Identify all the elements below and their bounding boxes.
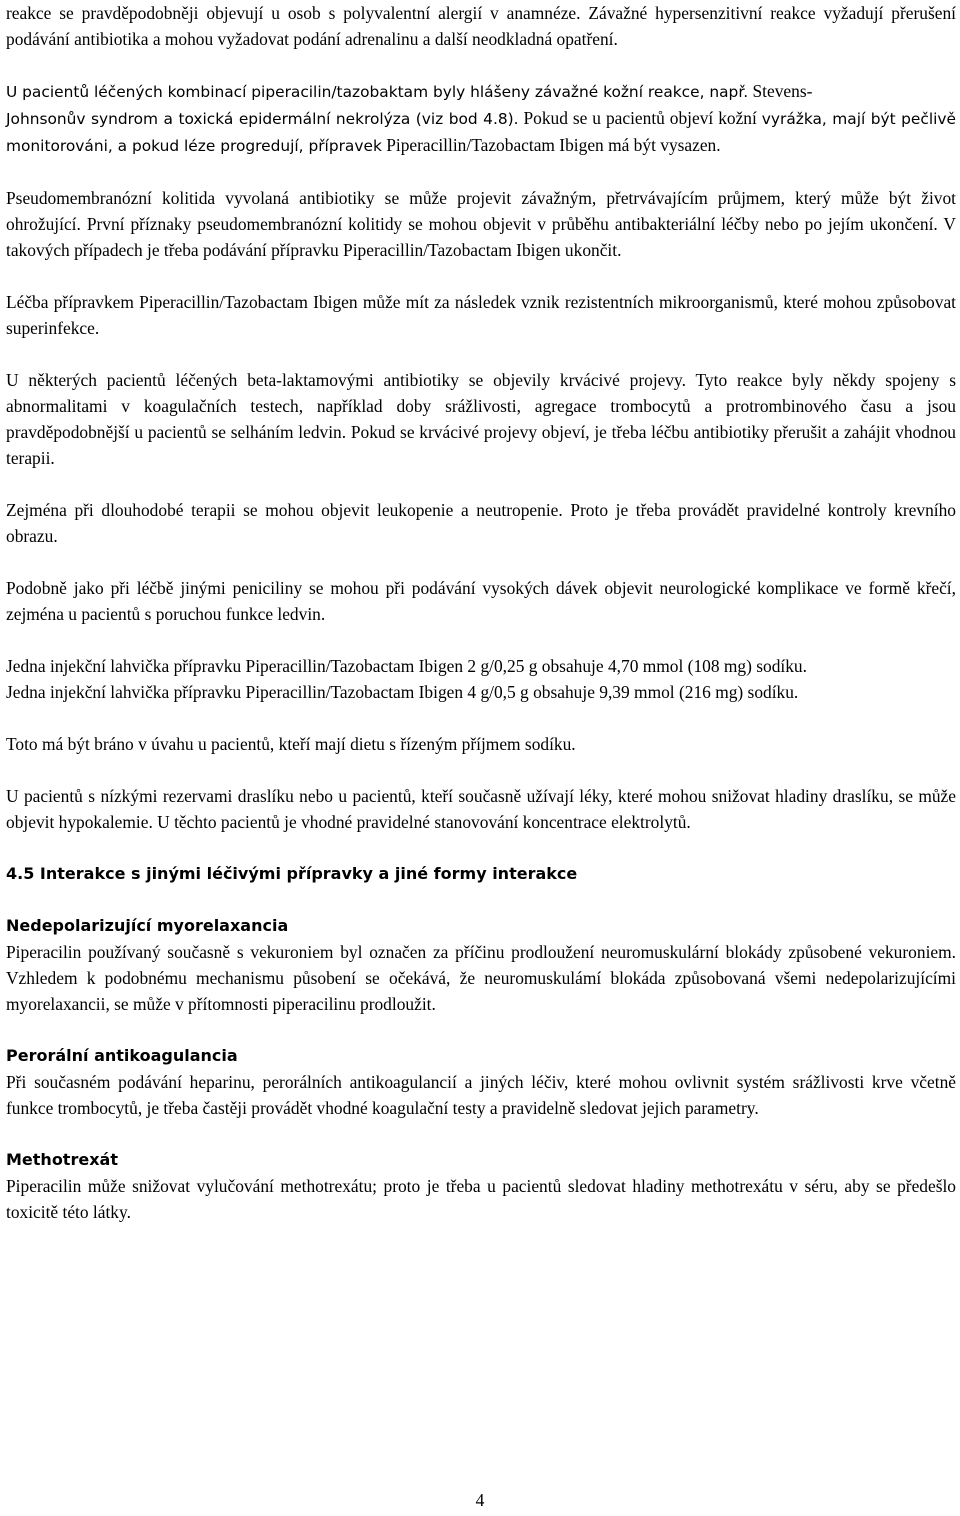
subsection-heading-myorelaxants: Nedepolarizující myorelaxancia <box>6 916 289 935</box>
paragraph-neurological: Podobně jako při léčbě jinými peniciliny se mohou při podávání vysokých dávek objevit neurologické komplikace ve formě křečí, zejména u pacientů s poruchou funkce ledvin. <box>6 578 956 624</box>
paragraph-bleeding: U některých pacientů léčených beta-laktamovými antibiotiky se objevily krvácivé projevy. Tyto reakce byly někdy spojeny s abnormalitami v koagulačních testech, například doby srážlivosti, agregace trombocytů a protrombinového času a jsou pravděpodobnější u pacientů se selháním ledvin. Pokud se krvácivé projevy objeví, je třeba léčbu antibiotiky přerušit a zahájit vhodnou terapii. <box>6 370 956 468</box>
subsection-text-myorelaxants: Piperacilin používaný současně s vekuroniem byl označen za příčinu prodloužení neuromuskulární blokády způsobené vekuroniem. Vzhledem k podobnému mechanismu působení se očekává, že neuromuskulámí blokáda způsobovaná všemi nedepolarizujícími myorelaxancii, se může v přítomnosti piperacilinu prodloužit. <box>6 942 956 1014</box>
section-title: Interakce s jinými léčivými přípravky a jiné formy interakce <box>34 864 578 883</box>
skin-reactions-text-d: Pokud se u pacientů objeví kožní <box>518 108 757 128</box>
skin-reactions-text-b: Stevens- <box>748 81 813 101</box>
section-number: 4.5 <box>6 864 35 883</box>
subsection-heading-anticoagulants: Perorální antikoagulancia <box>6 1046 238 1065</box>
paragraph-sodium-2g: Jedna injekční lahvička přípravku Piperacillin/Tazobactam Ibigen 2 g/0,25 g obsahuje 4,70 mmol (108 mg) sodíku. <box>6 656 807 676</box>
paragraph-hypersensitivity: reakce se pravděpodobněji objevují u osob s polyvalentní alergií v anamnéze. Závažné hypersenzitivní reakce vyžadují přerušení podávání antibiotika a mohou vyžadovat podání adrenalinu a další neodkladná opatření. <box>6 3 956 49</box>
skin-reactions-text-a: U pacientů léčených kombinací piperacilin/tazobaktam byly hlášeny závažné kožní reakce, např. <box>6 83 749 101</box>
paragraph-sodium-4g: Jedna injekční lahvička přípravku Piperacillin/Tazobactam Ibigen 4 g/0,5 g obsahuje 9,39 mmol (216 mg) sodíku. <box>6 682 799 702</box>
skin-reactions-text-f: Piperacillin/Tazobactam Ibigen má být vysazen. <box>381 135 721 155</box>
skin-reactions-text-e: vyrážka, mají být pečlivě monitorováni, a pokud léze progredují, přípravek <box>6 110 956 155</box>
skin-reactions-text-c: Johnsonův syndrom a toxická epidermální nekrolýza (viz bod 4.8). <box>6 110 519 128</box>
paragraph-leukopenia: Zejména při dlouhodobé terapii se mohou objevit leukopenie a neutropenie. Proto je třeba provádět pravidelné kontroly krevního obrazu. <box>6 500 956 546</box>
document-page <box>6 0 956 1225</box>
paragraph-skin-reactions <box>6 78 956 159</box>
paragraph-sodium-diet: Toto má být bráno v úvahu u pacientů, kteří mají dietu s řízeným příjmem sodíku. <box>6 734 576 754</box>
section-heading <box>6 861 956 887</box>
colitis-text-b: První příznaky pseudomembranózní kolitidy se mohou objevit v průběhu antibakteriální léčby nebo po jejím ukončení. V takových případech je třeba podávání přípravku Piperacillin/Tazobactam Ibigen ukončit. <box>6 214 956 260</box>
paragraph-hypokalemia: U pacientů s nízkými rezervami draslíku nebo u pacientů, kteří současně užívají léky, které mohou snižovat hladiny draslíku, se může objevit hypokalemie. U těchto pacientů je vhodné pravidelné stanovování koncentrace elektrolytů. <box>6 786 956 832</box>
paragraph-resistance: Léčba přípravkem Piperacillin/Tazobactam Ibigen může mít za následek vznik rezistentních mikroorganismů, které mohou způsobovat superinfekce. <box>6 292 956 338</box>
colitis-text-a: Pseudomembranózní kolitida vyvolaná antibiotiky se může projevit závažným, přetrvávajícím průjmem, který může být život ohrožující. <box>6 188 956 234</box>
page-number: 4 <box>475 1490 485 1510</box>
subsection-text-anticoagulants: Při současném podávání heparinu, perorálních antikoagulancií a jiných léčiv, které mohou ovlivnit systém srážlivosti krve včetně funkce trombocytů, je třeba častěji provádět vhodné koagulační testy a pravidelně sledovat jejich parametry. <box>6 1072 956 1118</box>
subsection-text-methotrexate: Piperacilin může snižovat vylučování methotrexátu; proto je třeba u pacientů sledovat hladiny methotrexátu v séru, aby se předešlo toxicitě této látky. <box>6 1176 956 1222</box>
paragraph-colitis <box>6 185 956 263</box>
subsection-heading-methotrexate: Methotrexát <box>6 1150 118 1169</box>
